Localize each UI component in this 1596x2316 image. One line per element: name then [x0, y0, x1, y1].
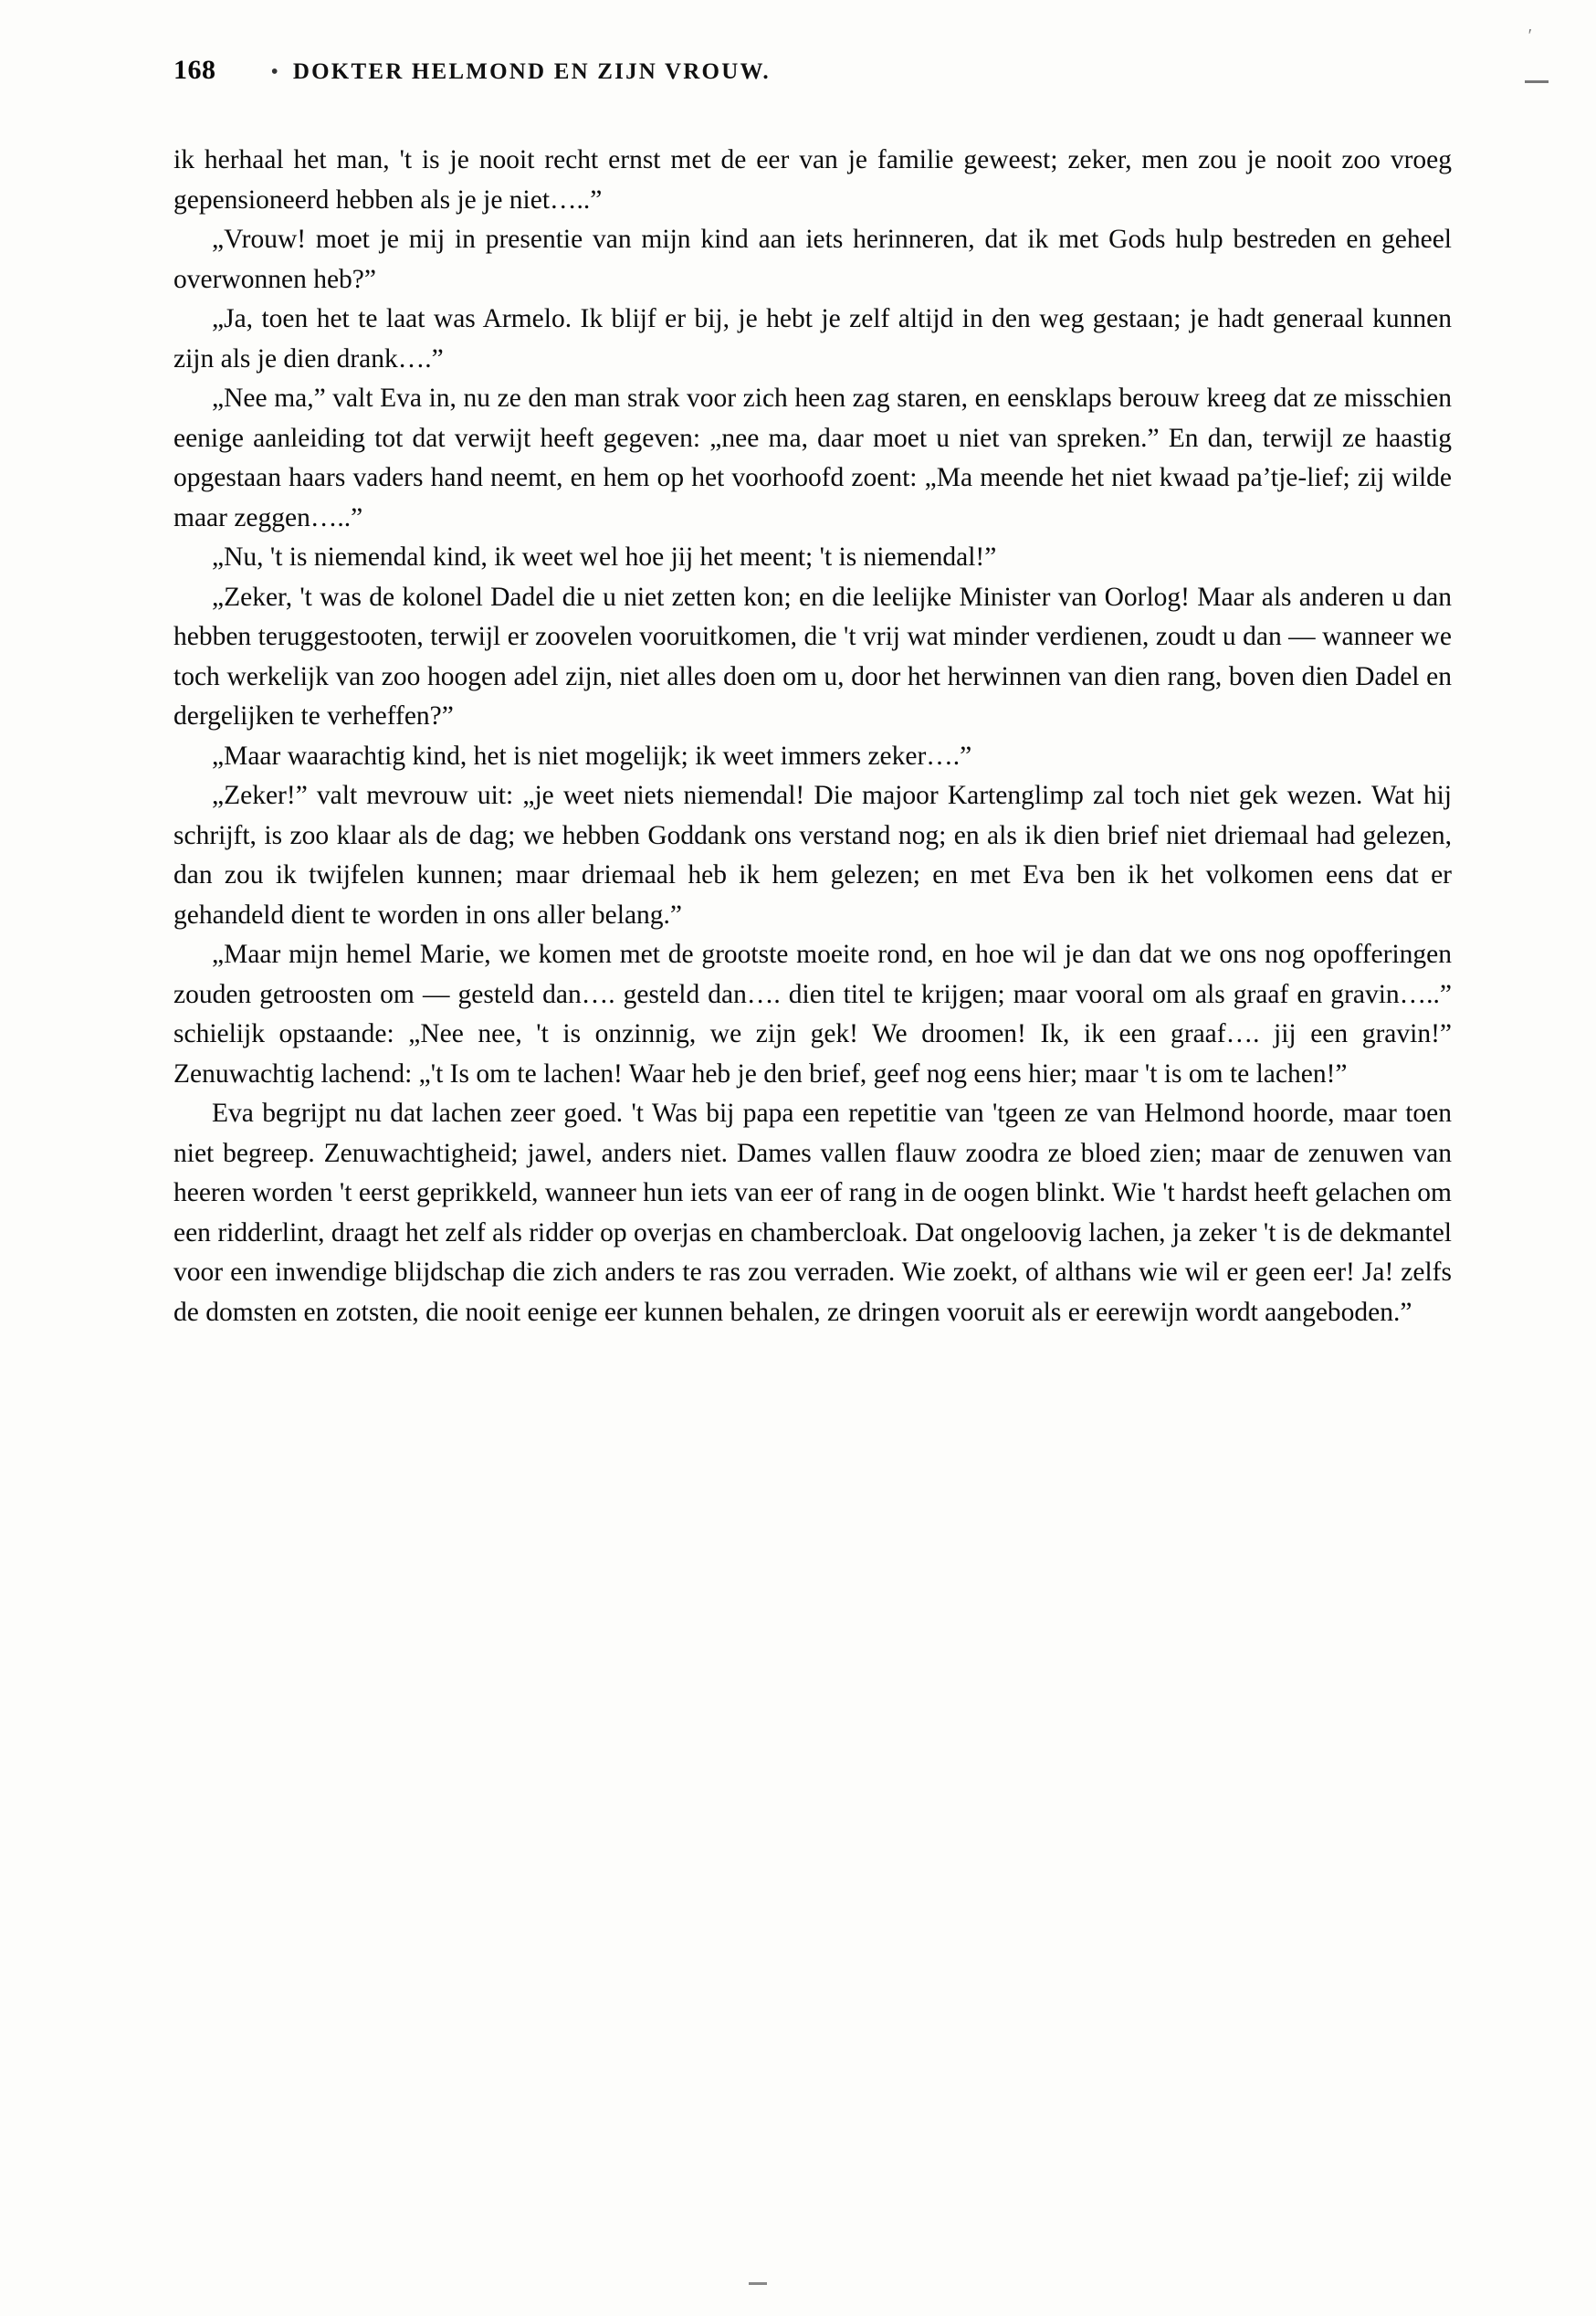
header-dot-icon: •: [270, 60, 278, 84]
page-corner-mark: ′: [1528, 26, 1532, 46]
paragraph: „Ja, toen het te laat was Armelo. Ik blijf er bij, je hebt je zelf altijd in den weg gestaan; je hadt generaal kunnen zijn als je dien drank….”: [173, 304, 1452, 374]
paragraph: „Maar waarachtig kind, het is niet mogelijk; ik weet immers zeker….”: [212, 741, 972, 771]
page-number: 168: [173, 55, 216, 85]
paragraph: „Zeker!” valt mevrouw uit: „je weet niets niemendal! Die majoor Kartenglimp zal toch niet gek wezen. Wat hij schrijft, is zoo klaar als de dag; we hebben Goddank ons verstand nog; en als ik dien brief niet driemaal had gelezen, dan zou ik twijfelen kunnen; maar driemaal heb ik hem gelezen; en met Eva ben ik het volkomen eens dat er gehandeld dient te worden in ons aller belang.”: [173, 781, 1452, 930]
page-edge-mark: [1525, 80, 1549, 83]
paragraph: „Zeker, 't was de kolonel Dadel die u niet zetten kon; en die leelijke Minister van Oorlog! Maar als anderen u dan hebben teruggestooten, terwijl er zoovelen vooruitkomen, die 't vrij wat minder verdienen, zoudt u dan — wanneer we toch werkelijk van zoo hoogen adel zijn, niet alles doen om u, door het herwinnen van dien rang, boven dien Dadel en dergelijken te verheffen?”: [173, 582, 1452, 731]
page-content: [173, 55, 1452, 1332]
paragraph: „Maar mijn hemel Marie, we komen met de grootste moeite rond, en hoe wil je dan dat we ons nog opofferingen zouden getroosten om — gesteld dan…. gesteld dan…. dien titel te krijgen; maar vooral om als graaf en gravin…..” schielijk opstaande: „Nee nee, 't is onzinnig, we zijn gek! We droomen! Ik, ik een graaf…. jij een gravin!” Zenuwachtig lachend: „'t Is om te lachen! Waar heb je den brief, geef nog eens hier; maar 't is om te lachen!”: [173, 940, 1452, 1089]
paragraph: „Nu, 't is niemendal kind, ik weet wel hoe jij het meent; 't is niemendal!”: [212, 542, 997, 572]
running-head: DOKTER HELMOND EN ZIJN VROUW.: [292, 59, 771, 84]
paragraph: „Nee ma,” valt Eva in, nu ze den man strak voor zich heen zag staren, en eensklaps berouw kreeg dat ze misschien eenige aanleiding tot dat verwijt heeft gegeven: „nee ma, daar moet u niet van spreken.” En dan, terwijl ze haastig opgestaan haars vaders hand neemt, en hem op het voorhoofd zoent: „Ma meende het niet kwaad pa’tje-lief; zij wilde maar zeggen…..”: [173, 384, 1452, 532]
paragraph: Eva begrijpt nu dat lachen zeer goed. 't Was bij papa een repetitie van 'tgeen ze van Helmond hoorde, maar toen niet begreep. Zenuwachtigheid; jawel, anders niet. Dames vallen flauw zoodra ze bloed zien; maar de zenuwen van heeren worden 't eerst geprikkeld, wanneer hun iets van eer of rang in de oogen blinkt. Wie 't hardst heeft gelachen om een ridderlint, draagt het zelf als ridder op overjas en chambercloak. Dat ongeloovig lachen, ja zeker 't is de dekmantel voor een inwendige blijdschap die zich anders te ras zou verraden. Wie zoekt, of althans wie wil er geen eer! Ja! zelfs de domsten en zotsten, die nooit eenige eer kunnen behalen, ze dringen vooruit als er eerewijn wordt aangeboden.”: [173, 1099, 1452, 1327]
page-bottom-mark: [749, 2282, 767, 2285]
paragraph: ik herhaal het man, 't is je nooit recht ernst met de eer van je familie geweest; zeker, men zou je nooit zoo vroeg gepensioneerd hebben als je je niet…..”: [173, 145, 1452, 215]
page-header: [173, 55, 1452, 110]
paragraph: „Vrouw! moet je mij in presentie van mijn kind aan iets herinneren, dat ik met Gods hulp bestreden en geheel overwonnen heb?”: [173, 225, 1452, 294]
body-text: [173, 141, 1452, 1332]
